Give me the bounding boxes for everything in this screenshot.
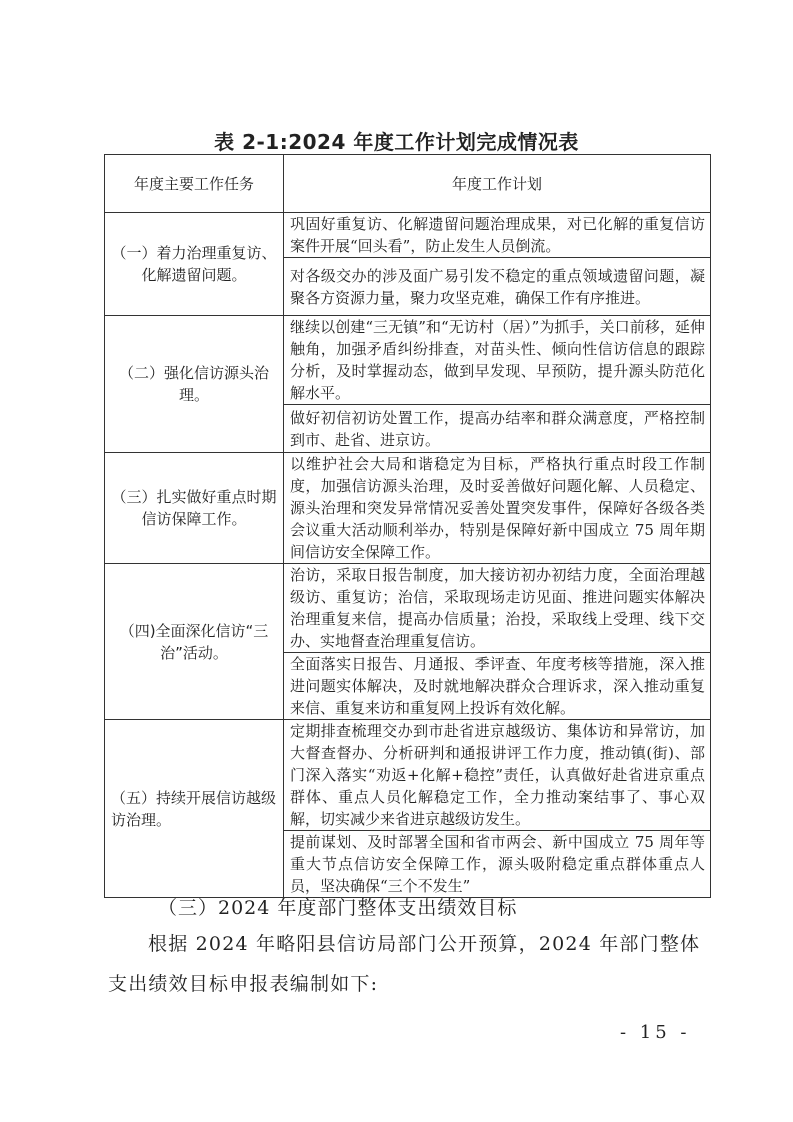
- table-row: [105, 316, 711, 405]
- plan-cell: 对各级交办的涉及面广易引发不稳定的重点领域遗留问题，凝聚各方资源力量，聚力攻坚克难，确保工作有序推进。: [284, 258, 711, 316]
- header-plan: 年度工作计划: [284, 155, 711, 213]
- plan-cell: 以维护社会大局和谐稳定为目标，严格执行重点时段工作制度，加强信访源头治理，及时妥善做好问题化解、人员稳定、源头治理和突发异常情况妥善处置突发事件，保障好各级各类会议重大活动顺利举办，特别是保障好新中国成立 75 周年期间信访安全保障工作。: [284, 453, 711, 564]
- body-paragraph: 根据 2024 年略阳县信访局部门公开预算，2024 年部门整体支出绩效目标申报表编制如下:: [108, 933, 701, 995]
- table-title: 表 2-1:2024 年度工作计划完成情况表: [214, 130, 579, 154]
- page-number: - 15 -: [620, 1022, 691, 1043]
- table-row: [105, 564, 711, 653]
- plan-cell: 继续以创建“三无镇”和“无访村（居）”为抓手，关口前移，延伸触角，加强矛盾纠纷排查，对苗头性、倾向性信访信息的跟踪分析，及时掌握动态，做到早发现、早预防，提升源头防范化解水平。: [284, 316, 711, 405]
- table-row: [105, 213, 711, 258]
- plan-cell: 做好初信初访处置工作，提高办结率和群众满意度，严格控制到市、赴省、进京访。: [284, 405, 711, 453]
- plan-cell: 全面落实日报告、月通报、季评查、年度考核等措施，深入推进问题实体解决，及时就地解决群众合理诉求，深入推动重复来信、重复来访和重复网上投诉有效化解。: [284, 653, 711, 720]
- work-plan-table: [104, 154, 711, 898]
- task-cell: （四)全面深化信访“三治”活动。: [105, 564, 284, 720]
- plan-cell: 提前谋划、及时部署全国和省市两会、新中国成立 75 周年等重大节点信访安全保障工作，源头吸附稳定重点群体重点人员，坚决确保“三个不发生”: [284, 831, 711, 898]
- table-row: [105, 453, 711, 564]
- section-heading: （三）2024 年度部门整体支出绩效目标: [158, 897, 518, 919]
- task-cell: （三）扎实做好重点时期信访保障工作。: [105, 453, 284, 564]
- table-header-row: [105, 155, 711, 213]
- task-cell: （五）持续开展信访越级访治理。: [105, 720, 284, 898]
- header-task: 年度主要工作任务: [105, 155, 284, 213]
- plan-cell: 巩固好重复访、化解遗留问题治理成果，对已化解的重复信访案件开展“回头看”，防止发生人员倒流。: [284, 213, 711, 258]
- plan-cell: 定期排查梳理交办到市赴省进京越级访、集体访和异常访，加大督查督办、分析研判和通报讲评工作力度，推动镇(街)、部门深入落实“劝返+化解+稳控”责任，认真做好赴省进京重点群体、重点人员化解稳定工作，全力推动案结事了、事心双解，切实减少来省进京越级访发生。: [284, 720, 711, 831]
- plan-cell: 治访，采取日报告制度，加大接访初办初结力度，全面治理越级访、重复访；治信，采取现场走访见面、推进问题实体解决治理重复来信，提高办信质量；治投，采取线上受理、线下交办、实地督查治理重复信访。: [284, 564, 711, 653]
- table-row: [105, 720, 711, 831]
- task-cell: （一）着力治理重复访、化解遗留问题。: [105, 213, 284, 316]
- task-cell: （二）强化信访源头治理。: [105, 316, 284, 453]
